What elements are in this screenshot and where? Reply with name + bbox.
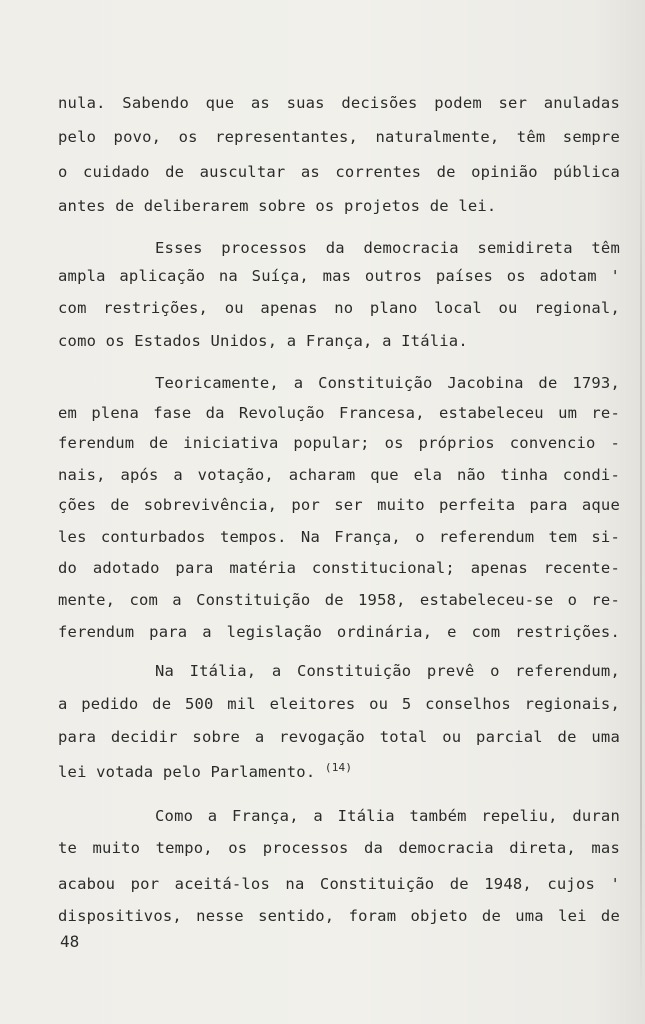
text-line: acabou por aceitá-los na Constituição de 1948, cujos ' [58, 875, 620, 893]
text-line: para decidir sobre a revogação total ou parcial de uma [58, 728, 620, 746]
text-line: ampla aplicação na Suíça, mas outros países os adotam ' [58, 267, 620, 285]
text-line: como os Estados Unidos, a França, a Itália. [58, 332, 468, 350]
text-line: com restrições, ou apenas no plano local ou regional, [58, 299, 620, 317]
text-line: les conturbados tempos. Na França, o referendum tem si- [58, 528, 620, 546]
page-number: 48 [60, 932, 80, 951]
text-line: do adotado para matéria constitucional; apenas recente- [58, 559, 620, 577]
text-line: mente, com a Constituição de 1958, estabeleceu-se o re- [58, 591, 620, 609]
text-line: antes de deliberarem sobre os projetos de lei. [58, 197, 497, 215]
text-line: Esses processos da democracia semidireta têm [155, 239, 620, 257]
text-line: Teoricamente, a Constituição Jacobina de 1793, [155, 374, 620, 392]
text-line: Na Itália, a Constituição prevê o referendum, [155, 662, 620, 680]
text-line: a pedido de 500 mil eleitores ou 5 conselhos regionais, [58, 695, 620, 713]
text-line: Como a França, a Itália também repeliu, duran [155, 807, 620, 825]
text-line: pelo povo, os representantes, naturalmente, têm sempre [58, 128, 620, 146]
page-edge-shadow [640, 120, 642, 1000]
text-line: nula. Sabendo que as suas decisões podem ser anuladas [58, 94, 620, 112]
text-line: nais, após a votação, acharam que ela não tinha condi- [58, 466, 620, 484]
text-line [58, 758, 620, 781]
text-line: ções de sobrevivência, por ser muito perfeita para aque [58, 496, 620, 514]
text-line: o cuidado de auscultar as correntes de opinião pública [58, 163, 620, 181]
text-line-content: lei votada pelo Parlamento. [58, 763, 316, 781]
text-line: ferendum de iniciativa popular; os próprios convencio - [58, 434, 620, 452]
footnote-reference: (14) [324, 761, 353, 774]
text-line: te muito tempo, os processos da democracia direta, mas [58, 839, 620, 857]
text-line: ferendum para a legislação ordinária, e com restrições. [58, 623, 620, 641]
text-line: em plena fase da Revolução Francesa, estabeleceu um re- [58, 404, 620, 422]
text-line: dispositivos, nesse sentido, foram objeto de uma lei de [58, 907, 620, 925]
